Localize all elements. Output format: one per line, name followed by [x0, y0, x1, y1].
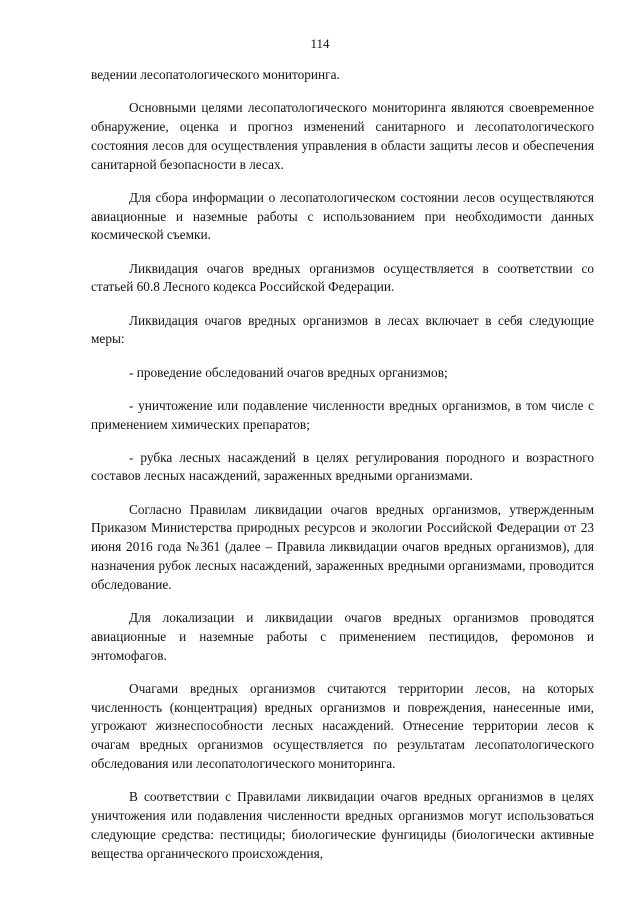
list-item-felling: - рубка лесных насаждений в целях регулирования породного и возрастного составов лесных насаждений, зараженных вредными организмами. [91, 449, 594, 484]
paragraph-localization: Для локализации и ликвидации очагов вредных организмов проводятся авиационные и наземные работы с применением пестицидов, феромонов и энтомофагов. [91, 610, 594, 663]
list-item-surveys: - проведение обследований очагов вредных организмов; [129, 364, 448, 380]
paragraph-measures-intro: Ликвидация очагов вредных организмов в лесах включает в себя следующие меры: [91, 312, 594, 347]
paragraph-means: В соответствии с Правилами ликвидации очагов вредных организмов в целях уничтожения или подавления численности вредных организмов могут использоваться следующие средства: пестициды; биологические фунгициды (биологически активные вещества органического происхождения, [91, 789, 594, 861]
paragraph-liquidation-basis: Ликвидация очагов вредных организмов осуществляется в соответствии со статьей 60.8 Лесного кодекса Российской Федерации. [91, 260, 594, 295]
paragraph-foci-definition: Очагами вредных организмов считаются территории лесов, на которых численность (концентрация) вредных организмов и повреждения, нанесенные ими, угрожают жизнеспособности лесных насаждений. Отнесение территории лесов к очагам вредных организмов осуществляется по результатам лесопатологического обследования или лесопатологического мониторинга. [91, 680, 594, 772]
paragraph-rules-order: Согласно Правилам ликвидации очагов вредных организмов, утвержденным Приказом Министерства природных ресурсов и экологии Российской Федерации от 23 июня 2016 года №361 (далее – Правила ликвидации очагов вредных организмов), для назначения рубок лесных насаждений, зараженных вредными организмами, проводится обследование. [91, 501, 594, 592]
paragraph-continuation: ведении лесопатологического мониторинга. [91, 67, 340, 82]
paragraph-monitoring-goals: Основными целями лесопатологического мониторинга являются своевременное обнаружение, оценка и прогноз изменений санитарного и лесопатологического состояния лесов для осуществления управления в области защиты лесов и обеспечения санитарной безопасности в лесах. [91, 100, 594, 172]
list-item-suppression: - уничтожение или подавление численности вредных организмов, в том числе с применением химических препаратов; [91, 397, 594, 432]
page-number: 114 [310, 36, 330, 51]
document-body [91, 66, 594, 863]
paragraph-data-collection: Для сбора информации о лесопатологическом состоянии лесов осуществляются авиационные и наземные работы с использованием при необходимости данных космической съемки. [91, 189, 594, 243]
